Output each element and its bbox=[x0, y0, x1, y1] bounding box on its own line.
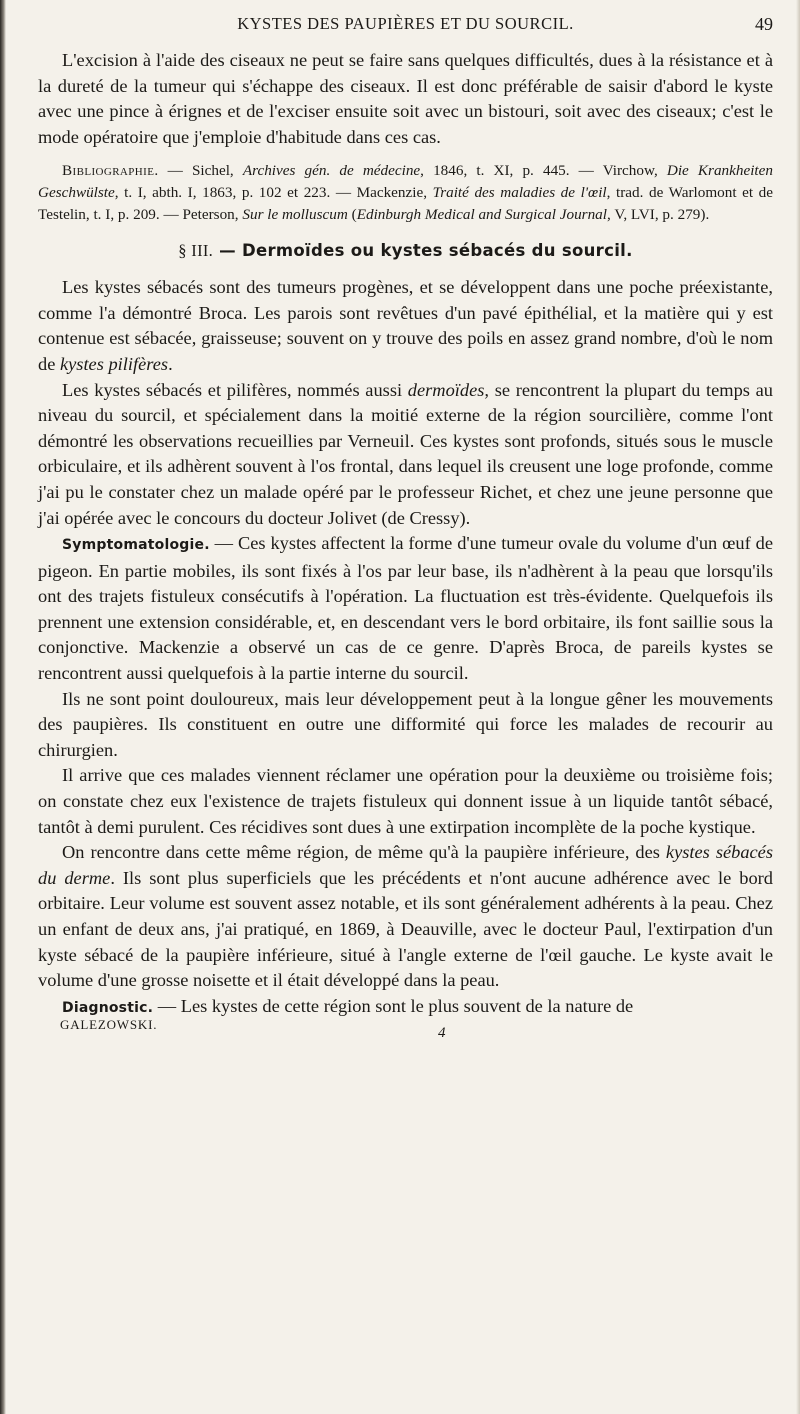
paragraph-symptomatologie bbox=[38, 531, 773, 687]
biblio-title-sichel: Archives gén. de médecine bbox=[242, 162, 421, 180]
paragraph-douleur: Ils ne sont point douloureux, mais leur développement peut à la longue gêner les mouvements des paupières. Ils constituent en outre une difformité qui force les malades de recourir au chirurgien. bbox=[38, 688, 773, 760]
biblio-text-3: , t. I, abth. I, 1863, p. 102 et 223. — Mackenzie, bbox=[114, 183, 433, 201]
runin-diagnostic: Diagnostic. bbox=[62, 999, 154, 1016]
paragraph-kystes-derme-start: On rencontre dans cette même région, de même qu'à la paupière inférieure, des bbox=[62, 842, 666, 863]
page-right-edge bbox=[796, 0, 800, 1414]
section-heading bbox=[38, 241, 773, 261]
paragraph-dermoides bbox=[38, 378, 773, 532]
section-number: § III. bbox=[178, 241, 214, 261]
paragraph-definition-end: . bbox=[168, 353, 173, 374]
biblio-text-1: — Sichel, bbox=[158, 162, 243, 180]
section-title: — Dermoïdes ou kystes sébacés du sourcil. bbox=[213, 241, 633, 261]
paragraph-definition-text: Les kystes sébacés sont des tumeurs progènes, et se développent dans une poche préexistante, comme l'a démontré Broca. Les parois sont revêtues d'un pavé épithélial, et la matière qui y est contenue est sébacée, graisseuse; souvent on y trouve des poils en assez grand nombre, d'où le nom de bbox=[38, 277, 773, 374]
paragraph-kystes-derme-rest: . Ils sont plus superficiels que les précédents et n'ont aucune adhérence avec le bord orbitaire. Leur volume est souvent assez notable, et ils sont généralement adhérents à la peau. Chez un enfant de deux ans, j'ai pratiqué, en 1869, à Deauville, avec le docteur Paul, l'extirpation d'un kyste sébacé de la paupière inférieure, situé à l'angle externe de l'œil gauche. Le kyste avait le volume d'une grosse noisette et il était développé dans la peau. bbox=[38, 867, 773, 991]
sheet-mark: 4 bbox=[438, 1025, 446, 1042]
paragraph-recidives: Il arrive que ces malades viennent réclamer une opération pour la deuxième ou troisième fois; on constate chez eux l'existence de trajets fistuleux qui donnent issue à un liquide tantôt sébacé, tantôt à demi purulent. Ces récidives sont dues à une extirpation incomplète de la poche kystique. bbox=[38, 765, 773, 837]
page-footer bbox=[38, 1017, 773, 1045]
paragraph-definition bbox=[38, 275, 773, 377]
page-binding-shadow bbox=[0, 0, 6, 1414]
biblio-text-5: ( bbox=[347, 205, 357, 223]
term-kystes-sebaces-derme: kystes sébacés du derme bbox=[38, 842, 774, 888]
term-dermoides: dermoïdes, bbox=[407, 379, 490, 400]
paragraph-excision: L'excision à l'aide des ciseaux ne peut se faire sans quelques difficultés, dues à la résistance et à la dureté de la tumeur qui s'échappe des ciseaux. Il est donc préférable de saisir d'abord le kyste avec une pince à érignes et de l'exciser ensuite soit avec un bistouri, soit avec des ciseaux; c'est le mode opératoire que j'emploie d'habitude dans ces cas. bbox=[38, 50, 773, 147]
bibliography-label: Bibliographie. bbox=[62, 162, 159, 180]
biblio-title-mackenzie: Traité des maladies de l'œil bbox=[432, 183, 607, 201]
biblio-title-peterson: Sur le molluscum bbox=[242, 205, 348, 223]
biblio-journal: Edinburgh Medical and Surgical Journal bbox=[356, 205, 607, 223]
paragraph-diagnostic-text: — Les kystes de cette région sont le plus souvent de la nature de bbox=[153, 995, 634, 1016]
page-number: 49 bbox=[755, 14, 773, 34]
paragraph-symptomatologie-text: — Ces kystes affectent la forme d'une tumeur ovale du volume d'un œuf de pigeon. En partie mobiles, ils sont fixés à l'os par leur base, ils n'adhèrent à la peau que lorsqu'ils ont des trajets fistuleux consécutifs à l'opération. La fluctuation est très-évidente. Quelquefois ils prennent une extension considérable, et, en descendant vers le bord orbitaire, ils font saillie sous la conjonctive. Mackenzie a observé un cas de ce genre. D'après Broca, de pareils kystes se rencontrent aussi quelquefois à la partie interne du sourcil. bbox=[38, 533, 773, 684]
book-page bbox=[38, 14, 773, 1045]
paragraph-kystes-derme bbox=[38, 840, 773, 994]
runin-symptomatologie: Symptomatologie. bbox=[62, 537, 210, 554]
paragraph-dermoides-start: Les kystes sébacés et pilifères, nommés aussi bbox=[62, 379, 408, 400]
bibliography-paragraph bbox=[38, 160, 773, 225]
term-kystes-piliferes: kystes pilifères bbox=[59, 353, 169, 374]
biblio-text-4: , trad. de Warlomont et de Testelin, t. I, p. 209. — Peterson, bbox=[38, 183, 774, 223]
biblio-text-2: , 1846, t. XI, p. 445. — Virchow, bbox=[420, 162, 667, 180]
running-title: KYSTES DES PAUPIÈRES ET DU SOURCIL. bbox=[237, 14, 574, 33]
page-header bbox=[38, 14, 773, 48]
biblio-text-6: , V, LVI, p. 279). bbox=[607, 205, 710, 223]
biblio-title-virchow: Die Krankheiten Geschwülste bbox=[38, 162, 773, 201]
paragraph-dermoides-rest: se rencontrent la plupart du temps au niveau du sourcil, et spécialement dans la moitié externe de la région sourcilière, comme l'ont démontré les observations recueillies par Verneuil. Ces kystes sont profonds, situés sous le muscle orbiculaire, et ils adhèrent souvent à l'os frontal, dans lequel ils creusent une loge profonde, comme j'ai pu le constater chez un malade opéré par le professeur Richet, et chez une jeune personne que j'ai opérée avec le concours du docteur Jolivet (de Cressy). bbox=[38, 379, 773, 528]
printer-signature: GALEZOWSKI. bbox=[60, 1017, 158, 1033]
